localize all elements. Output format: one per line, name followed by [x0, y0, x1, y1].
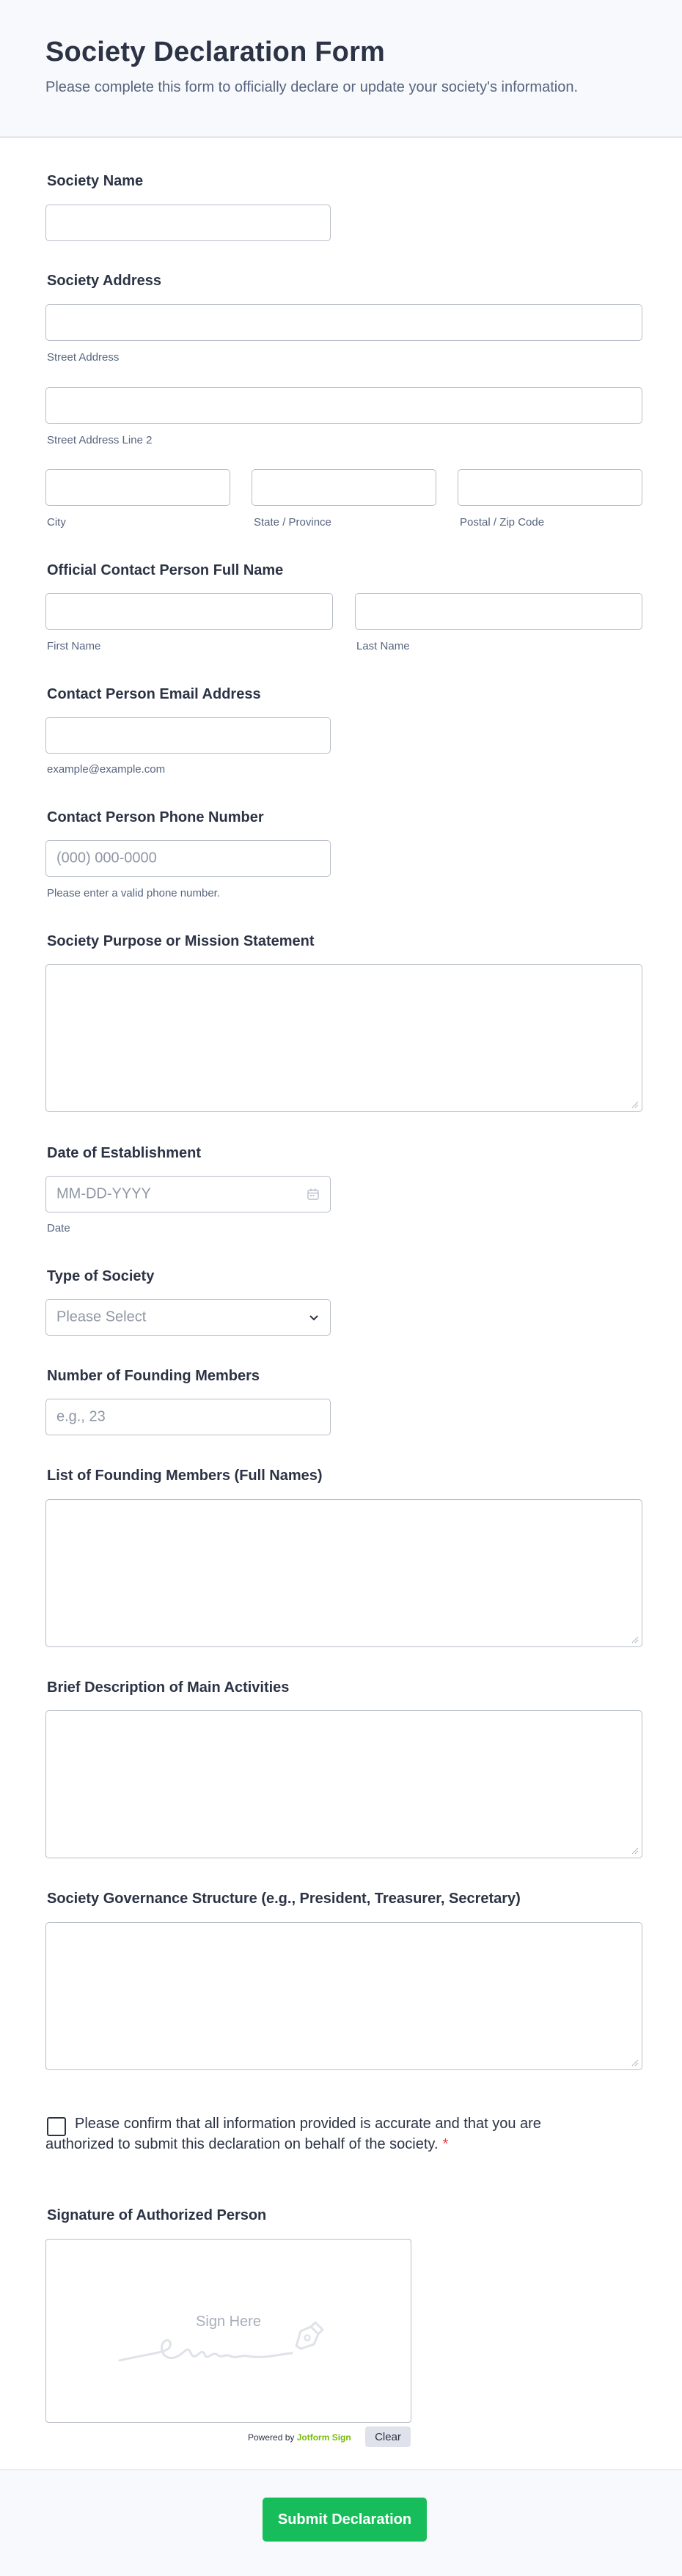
founding-list-label: List of Founding Members (Full Names): [47, 1468, 323, 1484]
society-address-label: Society Address: [47, 273, 161, 289]
purpose-label: Society Purpose or Mission Statement: [47, 933, 315, 949]
submit-button[interactable]: Submit Declaration: [263, 2498, 427, 2542]
founding-count-label: Number of Founding Members: [47, 1368, 260, 1384]
activities-textarea[interactable]: [45, 1710, 642, 1858]
governance-textarea[interactable]: [45, 1922, 642, 2070]
page-title: Society Declaration Form: [45, 37, 386, 67]
society-type-selected: Please Select: [56, 1309, 147, 1325]
powered-by: [248, 2432, 351, 2443]
confirm-label: [45, 2113, 603, 2154]
signature-pad[interactable]: [45, 2239, 411, 2423]
resize-handle-icon[interactable]: [630, 1635, 639, 1644]
street-address-sublabel: Street Address: [47, 351, 120, 364]
last-name-input[interactable]: [355, 593, 642, 630]
resize-handle-icon[interactable]: [630, 1846, 639, 1855]
email-label: Contact Person Email Address: [47, 686, 261, 702]
society-type-select[interactable]: [45, 1299, 331, 1336]
email-input[interactable]: [45, 717, 331, 754]
society-name-label: Society Name: [47, 173, 144, 189]
society-type-label: Type of Society: [47, 1268, 155, 1284]
street-address-line2-input[interactable]: [45, 387, 642, 424]
governance-label: Society Governance Structure (e.g., President, Treasurer, Secretary): [47, 1891, 521, 1907]
calendar-icon[interactable]: [307, 1188, 320, 1201]
email-sublabel: example@example.com: [47, 763, 166, 776]
jotform-sign-brand: Jotform Sign: [296, 2432, 351, 2443]
signature-scribble-icon: [116, 2309, 343, 2368]
street-address-line2-sublabel: Street Address Line 2: [47, 434, 153, 446]
form-header: [0, 0, 682, 138]
required-mark: *: [442, 2136, 449, 2152]
city-input[interactable]: [45, 469, 230, 506]
postal-zip-input[interactable]: [458, 469, 642, 506]
phone-label: Contact Person Phone Number: [47, 809, 264, 825]
clear-signature-button[interactable]: Clear: [365, 2426, 411, 2447]
activities-label: Brief Description of Main Activities: [47, 1679, 290, 1696]
first-name-input[interactable]: [45, 593, 333, 630]
signature-hint: Sign Here: [196, 2314, 261, 2330]
resize-handle-icon[interactable]: [630, 2058, 639, 2067]
page-subtitle: Please complete this form to officially declare or update your society's information.: [45, 79, 579, 95]
street-address-input[interactable]: [45, 304, 642, 341]
first-name-sublabel: First Name: [47, 640, 101, 652]
phone-placeholder: (000) 000-0000: [56, 850, 157, 866]
powered-prefix: Powered by: [248, 2432, 295, 2443]
founding-count-placeholder: e.g., 23: [56, 1408, 106, 1425]
resize-handle-icon[interactable]: [630, 1100, 639, 1108]
date-sublabel: Date: [47, 1222, 70, 1234]
contact-name-label: Official Contact Person Full Name: [47, 562, 284, 578]
postal-zip-sublabel: Postal / Zip Code: [460, 516, 545, 529]
establishment-date-input[interactable]: [45, 1176, 331, 1212]
purpose-textarea[interactable]: [45, 964, 642, 1112]
confirm-text: Please confirm that all information provided is accurate and that you are authorized to submit this declaration on behalf of the society.: [45, 2116, 541, 2152]
signature-label: Signature of Authorized Person: [47, 2207, 267, 2223]
phone-input[interactable]: [45, 840, 331, 877]
founding-count-input[interactable]: [45, 1399, 331, 1435]
establishment-label: Date of Establishment: [47, 1145, 202, 1161]
state-province-input[interactable]: [252, 469, 436, 506]
founding-list-textarea[interactable]: [45, 1499, 642, 1647]
state-province-sublabel: State / Province: [254, 516, 331, 529]
date-placeholder: MM-DD-YYYY: [56, 1185, 151, 1202]
society-name-input[interactable]: [45, 205, 331, 241]
city-sublabel: City: [47, 516, 66, 529]
chevron-down-icon: [308, 1311, 320, 1323]
last-name-sublabel: Last Name: [356, 640, 410, 652]
phone-sublabel: Please enter a valid phone number.: [47, 887, 220, 899]
